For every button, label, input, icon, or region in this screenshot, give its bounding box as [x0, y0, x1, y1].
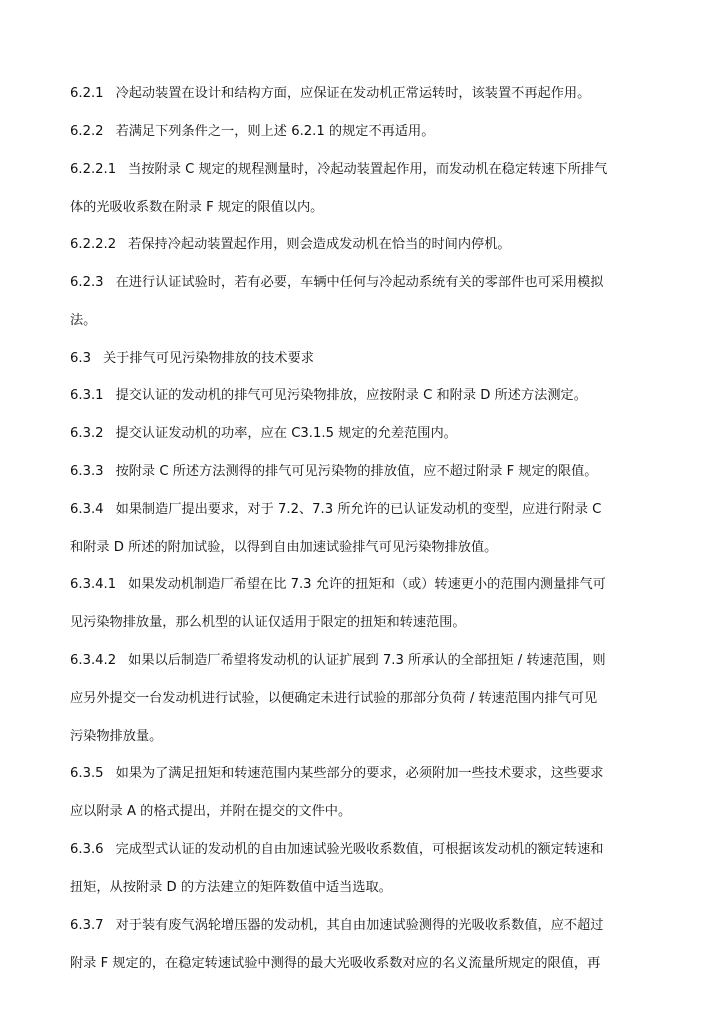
clause-number: 6.2.2	[70, 124, 104, 139]
paragraph-line	[70, 161, 670, 179]
clause-number: 6.3.4.1	[70, 577, 117, 592]
clause-text: 如果制造厂提出要求，对于 7.2、7.3 所允许的已认证发动机的变型，应进行附录 C	[115, 502, 602, 517]
clause-text: 按附录 C 所述方法测得的排气可见污染物的排放值，应不超过附录 F 规定的限值。	[115, 464, 598, 479]
clause-number: 6.3.6	[70, 842, 104, 857]
clause-text: 如果为了满足扭矩和转速范围内某些部分的要求，必须附加一些技术要求，这些要求	[115, 766, 604, 781]
clause-text: 法。	[70, 313, 97, 328]
clause-text: 提交认证发动机的功率，应在 C3.1.5 规定的允差范围内。	[115, 426, 457, 441]
paragraph-line	[70, 652, 670, 670]
clause-text: 冷起动装置在设计和结构方面，应保证在发动机正常运转时，该装置不再起作用。	[115, 86, 591, 101]
clause-text: 对于装有废气涡轮增压器的发动机，其自由加速试验测得的光吸收系数值，应不超过	[115, 918, 604, 933]
clause-text: 扭矩，从按附录 D 的方法建立的矩阵数值中适当选取。	[70, 880, 392, 895]
paragraph-line	[70, 425, 670, 443]
clause-text: 附录 F 规定的，在稳定转速试验中测得的最大光吸收系数对应的名义流量所规定的限值，再	[70, 956, 601, 971]
clause-number: 6.3.5	[70, 766, 104, 781]
paragraph-line	[70, 123, 670, 141]
clause-text: 污染物排放量。	[70, 729, 163, 744]
clause-text: 如果以后制造厂希望将发动机的认证扩展到 7.3 所承认的全部扭矩 / 转速范围，则	[128, 653, 606, 668]
paragraph-line	[70, 841, 670, 859]
clause-number: 6.3.4	[70, 502, 104, 517]
clause-text: 在进行认证试验时，若有必要，车辆中任何与冷起动系统有关的零部件也可采用模拟	[115, 275, 604, 290]
paragraph-line	[70, 728, 670, 746]
clause-number: 6.3.4.2	[70, 653, 117, 668]
paragraph-line	[70, 501, 670, 519]
clause-text: 应另外提交一台发动机进行试验，以便确定未进行试验的那部分负荷 / 转速范围内排气可见	[70, 691, 598, 706]
paragraph-line	[70, 350, 670, 368]
clause-number: 6.3.2	[70, 426, 104, 441]
clause-text: 应以附录 A 的格式提出，并附在提交的文件中。	[70, 804, 352, 819]
clause-text: 体的光吸收系数在附录 F 规定的限值以内。	[70, 200, 324, 215]
clause-text: 若满足下列条件之一，则上述 6.2.1 的规定不再适用。	[115, 124, 435, 139]
paragraph-line	[70, 312, 670, 330]
paragraph-line	[70, 387, 670, 405]
clause-text: 当按附录 C 规定的规程测量时，冷起动装置起作用，而发动机在稳定转速下所排气	[128, 162, 608, 177]
clause-text: 提交认证的发动机的排气可见污染物排放，应按附录 C 和附录 D 所述方法测定。	[115, 388, 587, 403]
clause-number: 6.2.1	[70, 86, 104, 101]
clause-text: 如果发动机制造厂希望在比 7.3 允许的扭矩和（或）转速更小的范围内测量排气可	[128, 577, 606, 592]
paragraph-line	[70, 765, 670, 783]
clause-text: 关于排气可见污染物排放的技术要求	[102, 351, 314, 366]
paragraph-line	[70, 199, 670, 217]
paragraph-line	[70, 576, 670, 594]
clause-text: 若保持冷起动装置起作用，则会造成发动机在恰当的时间内停机。	[128, 237, 511, 252]
paragraph-line	[70, 690, 670, 708]
paragraph-line	[70, 803, 670, 821]
clause-number: 6.2.2.1	[70, 162, 117, 177]
paragraph-line	[70, 236, 670, 254]
clause-number: 6.3.3	[70, 464, 104, 479]
clause-text: 见污染物排放量，那么机型的认证仅适用于限定的扭矩和转速范围。	[70, 615, 466, 630]
clause-number: 6.3	[70, 351, 91, 366]
paragraph-line	[70, 955, 670, 973]
paragraph-line	[70, 85, 670, 103]
clause-text: 和附录 D 所述的附加试验，以得到自由加速试验排气可见污染物排放值。	[70, 540, 498, 555]
paragraph-line	[70, 539, 670, 557]
clause-number: 6.3.7	[70, 918, 104, 933]
paragraph-line	[70, 274, 670, 292]
paragraph-line	[70, 614, 670, 632]
clause-text: 完成型式认证的发动机的自由加速试验光吸收系数值，可根据该发动机的额定转速和	[115, 842, 604, 857]
paragraph-line	[70, 917, 670, 935]
clause-number: 6.2.2.2	[70, 237, 117, 252]
clause-number: 6.2.3	[70, 275, 104, 290]
paragraph-line	[70, 879, 670, 897]
paragraph-line	[70, 463, 670, 481]
clause-number: 6.3.1	[70, 388, 104, 403]
